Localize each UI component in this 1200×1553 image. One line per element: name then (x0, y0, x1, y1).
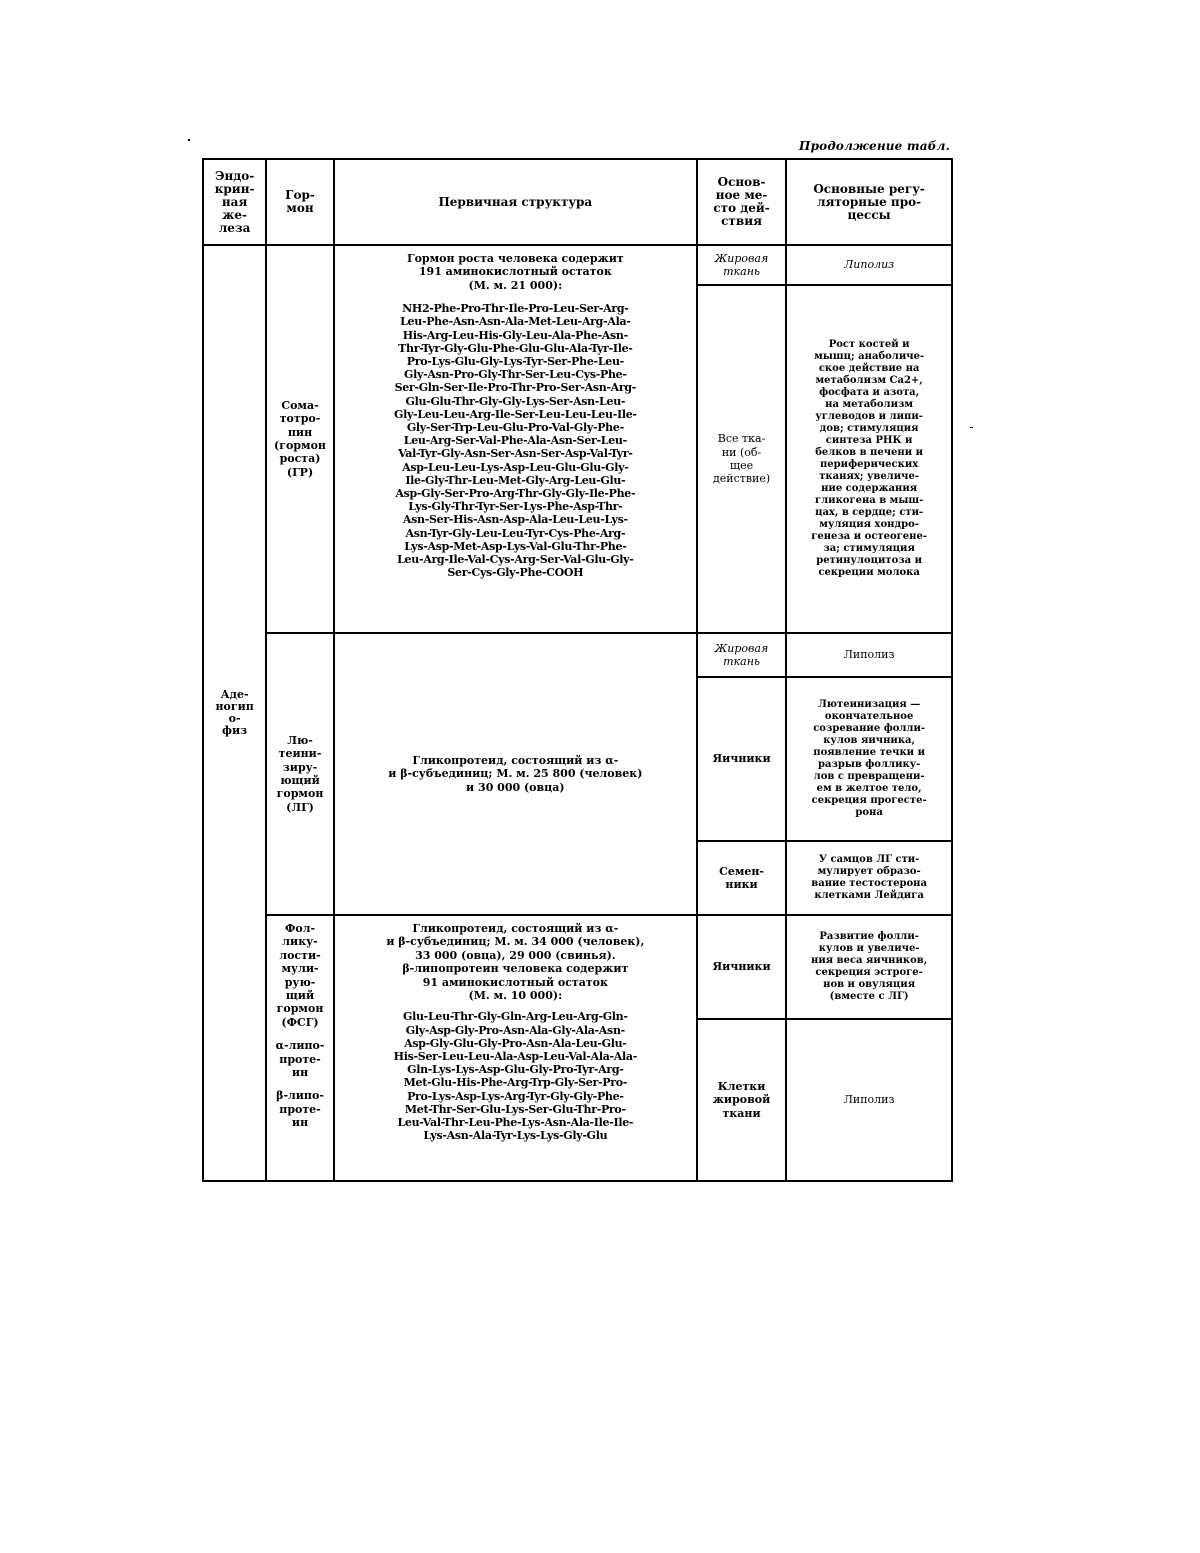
process-lipoprotein-lipolysis: Липолиз (786, 1019, 952, 1181)
hormone-fsh (266, 915, 334, 1181)
site-gh-all-tissues: Все тка- ни (об- щее действие) (697, 285, 786, 633)
process-gh-growth: Рост костей и мышц; анаболиче- ское действие на метаболизм Ca2+, фосфата и азота, на метаболизм углеводов и липи- дов; стимуляция синтеза РНК и белков в печени и периферических тканях; увеличе- ние содержания гликогена в мыш- цах, в сердце; сти- муляция хондро- генеза и остеогене- за; стимуляция ретинулоцитоза и секреции молока (786, 285, 952, 633)
table-row (203, 633, 952, 677)
header-structure: Первичная структура (334, 159, 697, 245)
table-header-row (203, 159, 952, 245)
structure-lipoprotein-sequence: Glu-Leu-Thr-Gly-Gln-Arg-Leu-Arg-Gln- Gly-Asp-Gly-Pro-Asn-Ala-Gly-Ala-Asn- Asp-Gly-Glu-Gly-Pro-Asn-Ala-Leu-Glu- His-Ser-Leu-Leu-Ala-Asp-Leu-Val-Ala-Ala- Gln-Lys-Lys-Asp-Glu-Gly-Pro-Tyr-Arg- Met-Glu-His-Phe-Arg-Trp-Gly-Ser-Pro- Pro-Lys-Asp-Lys-Arg-Tyr-Gly-Gly-Phe- Met-Thr-Ser-Glu-Lys-Ser-Glu-Thr-Pro- Leu-Val-Thr-Leu-Phe-Lys-Asn-Ala-Ile-Ile- Lys-Asn-Ala-Tyr-Lys-Lys-Gly-Glu (393, 1010, 637, 1143)
structure-gh-sequence: NH2-Phe-Pro-Thr-Ile-Pro-Leu-Ser-Arg- Leu-Phe-Asn-Asn-Ala-Met-Leu-Arg-Ala- His-Arg-Leu-His-Gly-Leu-Ala-Phe-Asn- Thr-Tyr-Gly-Glu-Phe-Glu-Glu-Ala-Tyr-Ile- Pro-Lys-Glu-Gly-Lys-Tyr-Ser-Phe-Leu- Gly-Asn-Pro-Gly-Thr-Ser-Leu-Cys-Phe- Ser-Gln-Ser-Ile-Pro-Thr-Pro-Ser-Asn-Arg- Glu-Glu-Thr-Gly-Gly-Lys-Ser-Asn-Leu- Gly-Leu-Leu-Arg-Ile-Ser-Leu-Leu-Leu-Ile- Gly-Ser-Trp-Leu-Glu-Pro-Val-Gly-Phe- Leu-Arg-Ser-Val-Phe-Ala-Asn-Ser-Leu- Val-Tyr-Gly-Asn-Ser-Asn-Ser-Asp-Val-Tyr- Asp-Leu-Leu-Lys-Asp-Leu-Glu-Glu-Gly- Ile-Gly-Thr-Leu-Met-Gly-Arg-Leu-Glu- Asp-Gly-Ser-Pro-Arg-Thr-Gly-Gly-Ile-Phe- Lys-Gly-Thr-Tyr-Ser-Lys-Phe-Asp-Thr- Asn-Ser-His-Asn-Asp-Ala-Leu-Leu-Lys- Asn-Tyr-Gly-Leu-Leu-Tyr-Cys-Phe-Arg- Lys-Asp-Met-Asp-Lys-Val-Glu-Thr-Phe- Leu-Arg-Ile-Val-Cys-Arg-Ser-Val-Glu-Gly- Ser-Cys-Gly-Phe-COOH (393, 302, 637, 580)
scan-speck (970, 427, 973, 428)
site-gh-adipose: Жировая ткань (697, 245, 786, 285)
hormone-fsh-label: Фол- лику- лости- мули- рую- щий гормон (ФСГ) (276, 922, 324, 1029)
structure-fsh-intro: Гликопротеид, состоящий из α- и β-субъединиц; М. м. 34 000 (человек), 33 000 (овца), 29 000 (свинья). β-липопротеин человека содержит 91 аминокислотный остаток (М. м. 10 000): (386, 922, 645, 1003)
hormone-gh: Сома- тотро- пин (гормон роста) (ГР) (266, 245, 334, 633)
hormone-lh: Лю- теини- зиру- ющий гормон (ЛГ) (266, 633, 334, 915)
process-gh-lipolysis: Липолиз (786, 245, 952, 285)
site-fsh-ovaries: Яичники (697, 915, 786, 1019)
hormone-table (202, 158, 953, 1182)
structure-lh: Гликопротеид, состоящий из α- и β-субъединиц; М. м. 25 800 (человек) и 30 000 (овца) (334, 633, 697, 915)
header-hormone: Гор- мон (266, 159, 334, 245)
table-row (203, 245, 952, 285)
header-site: Основ- ное ме- сто дей- ствия (697, 159, 786, 245)
gland-cell: Аде- ногип о- физ (203, 245, 266, 1181)
process-lh-lipolysis: Липолиз (786, 633, 952, 677)
process-fsh-follicle: Развитие фолли- кулов и увеличе- ния веса яичников, секреция эстроге- нов и овуляция (вместе с ЛГ) (786, 915, 952, 1019)
scan-speck (188, 139, 190, 141)
process-lh-testosterone: У самцов ЛГ сти- мулирует образо- вание тестостерона клетками Лейдига (786, 841, 952, 915)
structure-fsh (334, 915, 697, 1181)
site-lh-ovaries: Яичники (697, 677, 786, 841)
structure-gh-intro: Гормон роста человека содержит 191 аминокислотный остаток (М. м. 21 000): (406, 252, 624, 292)
hormone-alpha-lipoprotein: α-липо- проте- ин (275, 1039, 325, 1080)
site-lipoprotein-adipocytes: Клетки жировой ткани (697, 1019, 786, 1181)
header-processes: Основные регу- ляторные про- цессы (786, 159, 952, 245)
site-lh-testes: Семен- ники (697, 841, 786, 915)
header-gland: Эндо- крин- ная же- леза (203, 159, 266, 245)
hormone-beta-lipoprotein: β-липо- проте- ин (276, 1089, 324, 1130)
table-continuation-caption: Продолжение табл. (799, 139, 950, 153)
table-row (203, 915, 952, 1019)
process-lh-luteinization: Лютеинизация — окончательное созревание фолли- кулов яичника, появление течки и разрыв фоллику- лов с превращени- ем в желтое тело, секреция прогесте- рона (786, 677, 952, 841)
structure-gh (334, 245, 697, 633)
site-lh-adipose: Жировая ткань (697, 633, 786, 677)
